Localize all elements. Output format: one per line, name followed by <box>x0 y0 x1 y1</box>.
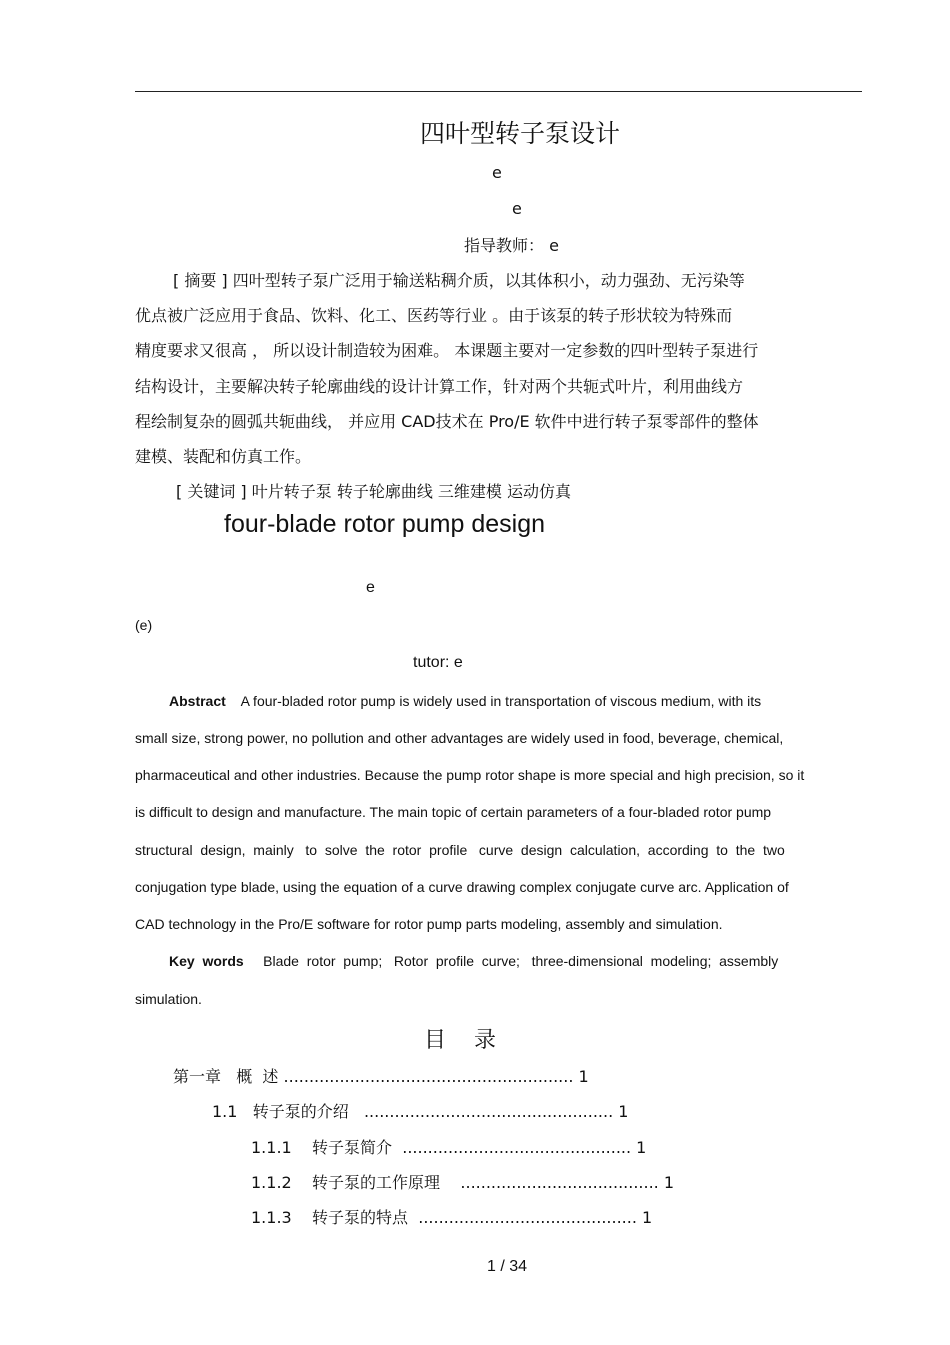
abstract-cn-line: 结构设计，主要解决转子轮廓曲线的设计计算工作，针对两个共轭式叶片，利用曲线方 <box>135 377 744 396</box>
toc-entry[interactable]: 1.1.1 转子泵简介 ............................................. 1 <box>251 1138 647 1157</box>
abstract-en-line: structural design, mainly to solve the rotor profile curve design calculation, according to the two <box>135 842 785 858</box>
abstract-cn-line: 优点被广泛应用于食品、饮料、化工、医药等行业 。由于该泵的转子形状较为特殊而 <box>135 306 733 325</box>
advisor-chinese: 指导教师： e <box>464 236 559 255</box>
title-english: four-blade rotor pump design <box>224 510 546 538</box>
keywords-en-line: simulation. <box>135 991 202 1007</box>
toc-entry[interactable]: 1.1 转子泵的介绍 ................................................. 1 <box>212 1102 629 1121</box>
abstract-en-line: conjugation type blade, using the equation of a curve drawing complex conjugate curve arc. Application of <box>135 879 789 895</box>
abstract-en-line: is difficult to design and manufacture. The main topic of certain parameters of a four-bladed rotor pump <box>135 804 772 820</box>
abstract-cn-line: 精度要求又很高 ， 所以设计制造较为困难。 本课题主要对一定参数的四叶型转子泵进行 <box>135 341 759 360</box>
toc-entry[interactable]: 1.1.3 转子泵的特点 ........................................... 1 <box>251 1208 653 1227</box>
author-english: e <box>366 579 375 596</box>
abstract-cn-line: 程绘制复杂的圆弧共轭曲线， 并应用 CAD技术在 Pro/E 软件中进行转子泵零部件的整体 <box>135 412 759 431</box>
abstract-en-line: A four-bladed rotor pump is widely used in transportation of viscous medium, with its <box>240 693 762 709</box>
keywords-label: Key words <box>169 953 244 969</box>
abstract-label: Abstract <box>169 693 226 709</box>
toc-heading: 目 录 <box>424 1028 496 1053</box>
title-chinese: 四叶型转子泵设计 <box>419 119 620 148</box>
keywords-en-first-line <box>169 953 778 969</box>
header-rule <box>135 91 862 92</box>
author-chinese: e <box>492 163 502 182</box>
toc-entry[interactable]: 1.1.2 转子泵的工作原理 ....................................... 1 <box>251 1173 675 1192</box>
keywords-chinese: [ 关键词 ] 叶片转子泵 转子轮廓曲线 三维建模 运动仿真 <box>176 482 572 501</box>
abstract-cn-line: 建模、装配和仿真工作。 <box>135 447 312 466</box>
abstract-en-first-line <box>169 693 858 709</box>
affiliation-chinese: e <box>512 199 522 218</box>
affiliation-english: (e) <box>135 617 153 633</box>
abstract-en-line: CAD technology in the Pro/E software for rotor pump parts modeling, assembly and simulation. <box>135 916 723 932</box>
abstract-en-line: pharmaceutical and other industries. Because the pump rotor shape is more special and high precision, so it <box>135 767 805 783</box>
keywords-en-text: Blade rotor pump; Rotor profile curve; three-dimensional modeling; assembly <box>263 953 779 969</box>
abstract-cn-line: [ 摘要 ] 四叶型转子泵广泛用于输送粘稠介质，以其体积小，动力强劲、无污染等 <box>173 271 745 290</box>
toc-entry[interactable]: 第一章 概 述 ......................................................... 1 <box>173 1067 589 1086</box>
page-number: 1 / 34 <box>487 1258 528 1275</box>
tutor-english: tutor: e <box>413 654 463 671</box>
abstract-en-line: small size, strong power, no pollution and other advantages are widely used in food, beverage, chemical, <box>135 730 784 746</box>
